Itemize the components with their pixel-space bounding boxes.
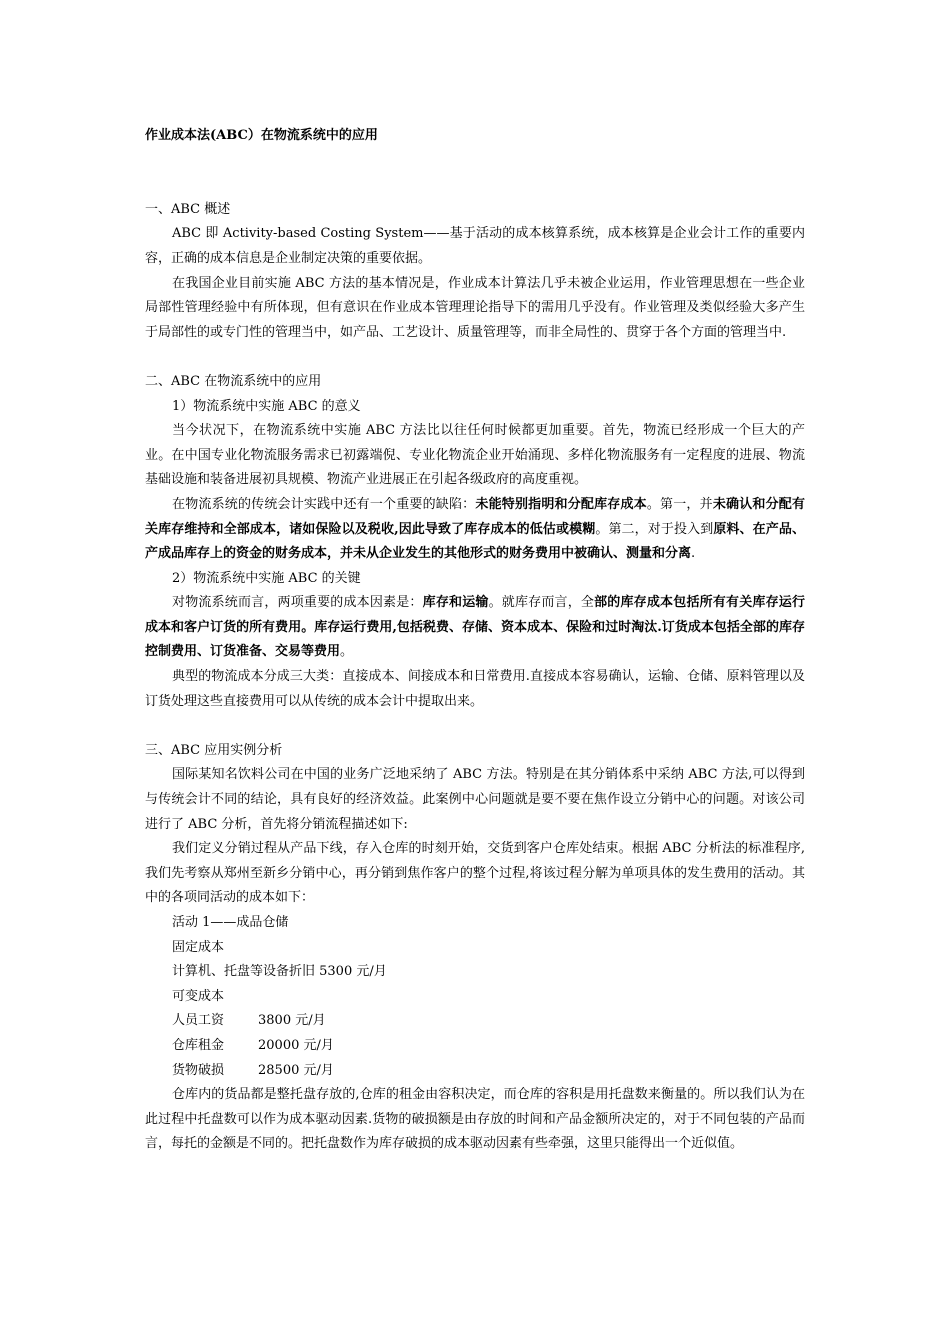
paragraph	[145, 591, 805, 665]
paragraph: ABC 即 Activity-based Costing System——基于活动的成本核算系统，成本核算是企业会计工作的重要内容，正确的成本信息是企业制定决策的重要依据。	[145, 226, 805, 266]
cost-row	[145, 1009, 805, 1034]
spacer	[145, 345, 805, 370]
text-run: 。就库存而言，全	[488, 595, 595, 611]
paragraph	[145, 493, 805, 567]
cost-name: 仓库租金	[172, 1037, 225, 1053]
subsection-heading: 2）物流系统中实施 ABC 的关键	[172, 570, 361, 586]
paragraph: 仓库内的货品都是整托盘存放的,仓库的租金由容积决定，而仓库的容积是用托盘数来衡量的。所以我们认为在此过程中托盘数可以作为成本驱动因素.货物的破损额是由存放的时间和产品金额所决定的，对于不同包装的产品而言，每托的金额是不同的。把托盘数作为库存破损的成本驱动因素有些牵强，这里只能得出一个近似值。	[145, 1087, 805, 1152]
section-heading-3: 三、ABC 应用实例分析	[145, 742, 283, 758]
fixed-cost-label: 固定成本	[172, 939, 225, 955]
text-run: 。	[340, 644, 354, 660]
variable-cost-label: 可变成本	[172, 988, 225, 1004]
subsection-heading: 1）物流系统中实施 ABC 的意义	[172, 398, 361, 414]
bold-text: 部的库存成本包括所有有关库存运行成本和客户订货的所有费用。库存运行费用,包括税费、存储、资本成本、保险和过时淘汰.订货成本包括全部的库存控制费用、订货准备、交易等费用	[145, 595, 805, 660]
cost-name: 人员工资	[172, 1013, 225, 1029]
document-title: 作业成本法(ABC）在物流系统中的应用	[145, 128, 378, 143]
activity-label: 活动 1——成品仓储	[172, 915, 289, 930]
document-page	[145, 124, 805, 1157]
cost-name: 货物破损	[172, 1062, 225, 1078]
paragraph: 典型的物流成本分成三大类：直接成本、间接成本和日常费用.直接成本容易确认，运输、仓储、原料管理以及订货处理这些直接费用可以从传统的成本会计中提取出来。	[145, 669, 805, 709]
section-heading-1: 一、ABC 概述	[145, 201, 231, 217]
text-run: 。第一，并	[646, 496, 713, 512]
bold-text: 未确认和分配有关库存维持和全部成本，诸如保险以及税收,因此导致了库存成本的低估或模糊	[145, 496, 805, 537]
cost-value: 3800 元/月	[258, 1013, 326, 1029]
spacer	[145, 149, 805, 174]
section-heading-2: 二、ABC 在物流系统中的应用	[145, 373, 322, 389]
text-run: 对物流系统而言，两项重要的成本因素是：	[172, 595, 423, 611]
bold-text: 未能特别指明和分配库存成本	[475, 496, 647, 512]
paragraph: 当今状况下，在物流系统中实施 ABC 方法比以往任何时候都更加重要。首先，物流已经形成一个巨大的产业。在中国专业化物流服务需求已初露端倪、专业化物流企业开始涌现、多样化物流服务有一定程度的进展、物流基础设施和装备进展初具规模、物流产业进展正在引起各级政府的高度重视。	[145, 423, 805, 488]
paragraph: 国际某知名饮料公司在中国的业务广泛地采纳了 ABC 方法。特别是在其分销体系中采纳 ABC 方法,可以得到与传统会计不同的结论，具有良好的经济效益。此案例中心问题就是要不要在焦作设立分销中心的问题。对该公司进行了 ABC 分析，首先将分销流程描述如下:	[145, 767, 805, 832]
cost-value: 28500 元/月	[258, 1062, 334, 1078]
text-run: 在物流系统的传统会计实践中还有一个重要的缺陷：	[172, 496, 476, 512]
bold-text: 库存和运输	[422, 595, 489, 611]
fixed-cost-item: 计算机、托盘等设备折旧 5300 元/月	[172, 964, 387, 980]
cost-value: 20000 元/月	[258, 1037, 334, 1053]
paragraph: 在我国企业目前实施 ABC 方法的基本情况是，作业成本计算法几乎未被企业运用，作业管理思想在一些企业局部性管理经验中有所体现，但有意识在作业成本管理理论指导下的需用几乎没有。作业管理及类似经验大多产生于局部性的或专门性的管理当中，如产品、工艺设计、质量管理等，而非全局性的、贯穿于各个方面的管理当中.	[145, 275, 805, 340]
text-run: 。第二，对于投入到	[595, 521, 714, 537]
cost-row	[145, 1059, 805, 1084]
cost-row	[145, 1034, 805, 1059]
spacer	[145, 714, 805, 739]
text-run: .	[691, 546, 696, 562]
spacer	[145, 173, 805, 198]
paragraph: 我们定义分销过程从产品下线，存入仓库的时刻开始，交货到客户仓库处结束。根据 ABC 分析法的标准程序,我们先考察从郑州至新乡分销中心，再分销到焦作客户的整个过程,将该过程分解为单项具体的发生费用的活动。其中的各项同活动的成本如下：	[145, 841, 805, 906]
bold-text: 原料、在产品、产成品库存上的资金的财务成本，并未从企业发生的其他形式的财务费用中被确认、测量和分离	[145, 521, 805, 562]
